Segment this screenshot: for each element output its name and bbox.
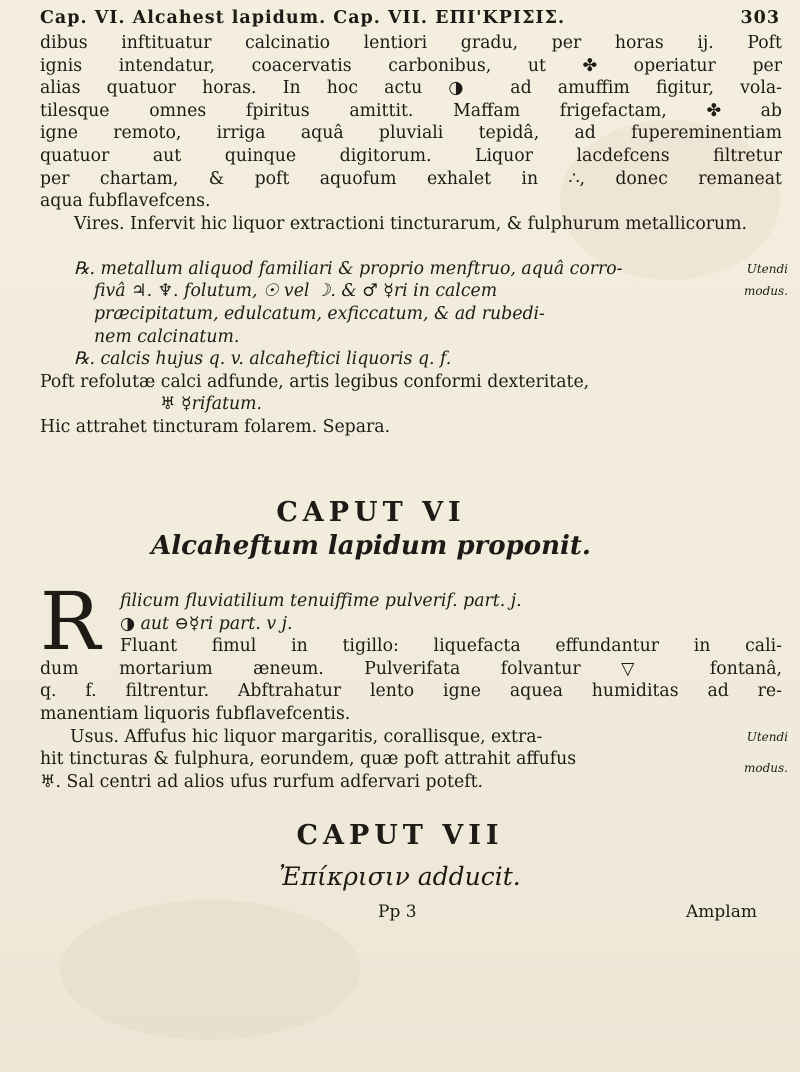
recipe-line: præcipitatum, edulcatum, exficcatum, & ad rubedi- — [94, 303, 545, 324]
catchword: Amplam — [686, 902, 757, 922]
recipe-line — [40, 258, 788, 281]
text-line: igne remoto, irriga aquâ pluviali tepidâ, ad fupereminentiam — [40, 123, 782, 144]
text-line: ignis intendatur, coacervatis carbonibus, ut ✤ operiatur per — [40, 55, 782, 76]
running-title: Cap. VI. Alcahest lapidum. Cap. VII. ΕΠΙ'ΚΡΙΣΙΣ. — [40, 8, 566, 28]
text-line: aqua fubflavefcens. — [40, 191, 211, 212]
margin-note: Utendi — [746, 729, 788, 744]
text-line: tilesque omnes fpiritus amittit. Maffam frigefactam, ✤ ab — [40, 100, 782, 121]
margin-note: modus. — [744, 284, 788, 299]
recipe-text: fivâ ♃. ♆. folutum, ☉ vel ☽. & ♂ ☿ri in calcem — [94, 281, 498, 302]
chapter-heading: CAPUT VII — [296, 820, 504, 851]
text-line — [40, 748, 788, 776]
chapter-subtitle: Ἐπίκρισιν adducit. — [279, 862, 521, 891]
text-span: Usus. Affufus hic liquor margaritis, corallisque, extra- — [70, 726, 543, 747]
vires-text: Vires. Infervit hic liquor extractioni tincturarum, & fulphurum metallicorum. — [74, 213, 748, 234]
recipe-line: ℞. calcis hujus q. v. alcaheftici liquoris q. f. — [74, 349, 452, 370]
recipe-line: nem calcinatum. — [94, 326, 240, 347]
chapter-text — [40, 590, 788, 793]
text-line: ♅ ☿rifatum. — [160, 394, 263, 415]
margin-note: modus. — [744, 761, 788, 776]
text-line: quatuor aut quinque digitorum. Liquor lacdefcens filtretur — [40, 145, 782, 166]
body-text — [40, 32, 788, 439]
text-line: filicum fluviatilium tenuiffime pulverif. part. j. — [120, 591, 522, 611]
text-span: hit tincturas & fulphura, eorundem, quæ poft attrahit affufus — [40, 749, 577, 770]
recipe-line — [40, 280, 788, 303]
chapter-heading: CAPUT VI — [276, 497, 466, 528]
text-line: alias quatuor horas. In hoc actu ◑ ad amuffim figitur, vola- — [40, 78, 782, 99]
text-line: per chartam, & poft aquofum exhalet in ∴, donec remaneat — [40, 168, 782, 189]
recipe-text: ℞. metallum aliquod familiari & proprio menftruo, aquâ corro- — [74, 258, 623, 279]
text-line: Fluant fimul in tigillo: liquefacta effundantur in cali- — [120, 636, 782, 657]
text-line: ♅. Sal centri ad alios ufus rurfum adfervari poteft. — [40, 771, 484, 792]
vires-paragraph — [40, 213, 774, 258]
paper-stain — [60, 900, 360, 1040]
margin-note: Utendi — [746, 261, 788, 276]
signature-mark: Pp 3 — [378, 902, 417, 922]
running-header — [40, 8, 780, 28]
text-line: q. f. filtrentur. Abftrahatur lento igne aquea humiditas ad re- — [40, 681, 782, 702]
page-number: 303 — [740, 8, 780, 28]
text-line: Hic attrahet tincturam folarem. Separa. — [40, 416, 391, 437]
text-line: dibus inftituatur calcinatio lentiori gradu, per horas ij. Poft — [40, 33, 782, 53]
drop-cap: R — [40, 575, 101, 668]
text-line: manentiam liquoris fubflavefcentis. — [40, 703, 351, 724]
text-line — [40, 726, 788, 749]
text-line: ◑ aut ⊖☿ri part. v j. — [120, 613, 293, 634]
text-line: dum mortarium æneum. Pulverifata folvantur ▽ fontanâ, — [40, 658, 782, 679]
text-line: Poft refolutæ calci adfunde, artis legibus conformi dexteritate, — [40, 371, 590, 392]
chapter-subtitle: Alcaheftum lapidum proponit. — [151, 531, 591, 561]
